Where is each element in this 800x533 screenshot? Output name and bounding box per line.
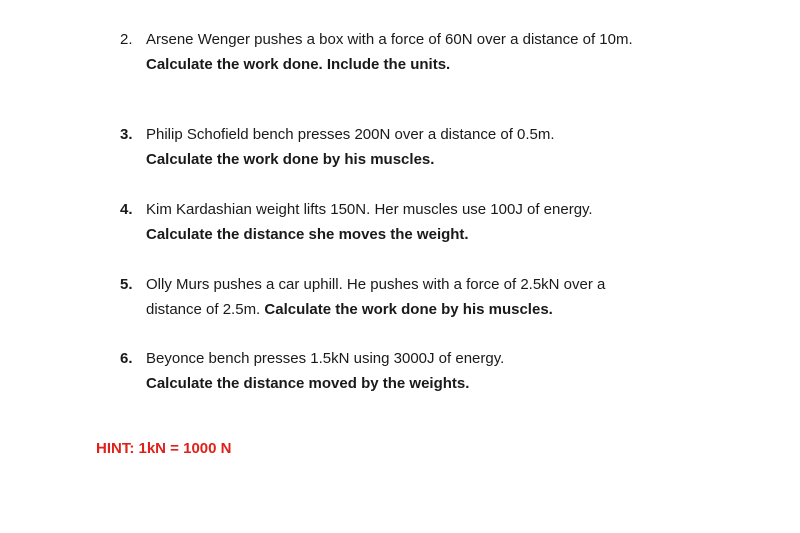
question-text: Arsene Wenger pushes a box with a force of 60N over a distance of 10m. (146, 31, 633, 48)
question-body (146, 27, 766, 77)
question-number: 4. (120, 201, 133, 218)
question-instruction: Calculate the distance moved by the weights. (146, 375, 470, 392)
question-instruction: Calculate the work done by his muscles. (146, 151, 435, 168)
question-number: 2. (120, 31, 133, 48)
question-text-continued: distance of 2.5m. (146, 301, 265, 318)
question-second-line (146, 297, 766, 322)
question-text: Beyonce bench presses 1.5kN using 3000J of energy. (146, 350, 505, 367)
question-number: 5. (120, 276, 133, 293)
question-instruction: Calculate the work done. Include the units. (146, 56, 451, 73)
question-instruction: Calculate the work done by his muscles. (264, 301, 553, 318)
question-instruction: Calculate the distance she moves the weight. (146, 226, 469, 243)
question-body (146, 346, 766, 396)
question-body (146, 197, 766, 247)
question-text: Kim Kardashian weight lifts 150N. Her muscles use 100J of energy. (146, 201, 593, 218)
question-number: 6. (120, 350, 133, 367)
question-text: Olly Murs pushes a car uphill. He pushes with a force of 2.5kN over a (146, 276, 606, 293)
question-body (146, 122, 766, 172)
question-number: 3. (120, 126, 133, 143)
question-body (146, 272, 766, 322)
question-text: Philip Schofield bench presses 200N over a distance of 0.5m. (146, 126, 555, 143)
hint-text: HINT: 1kN = 1000 N (96, 440, 232, 457)
